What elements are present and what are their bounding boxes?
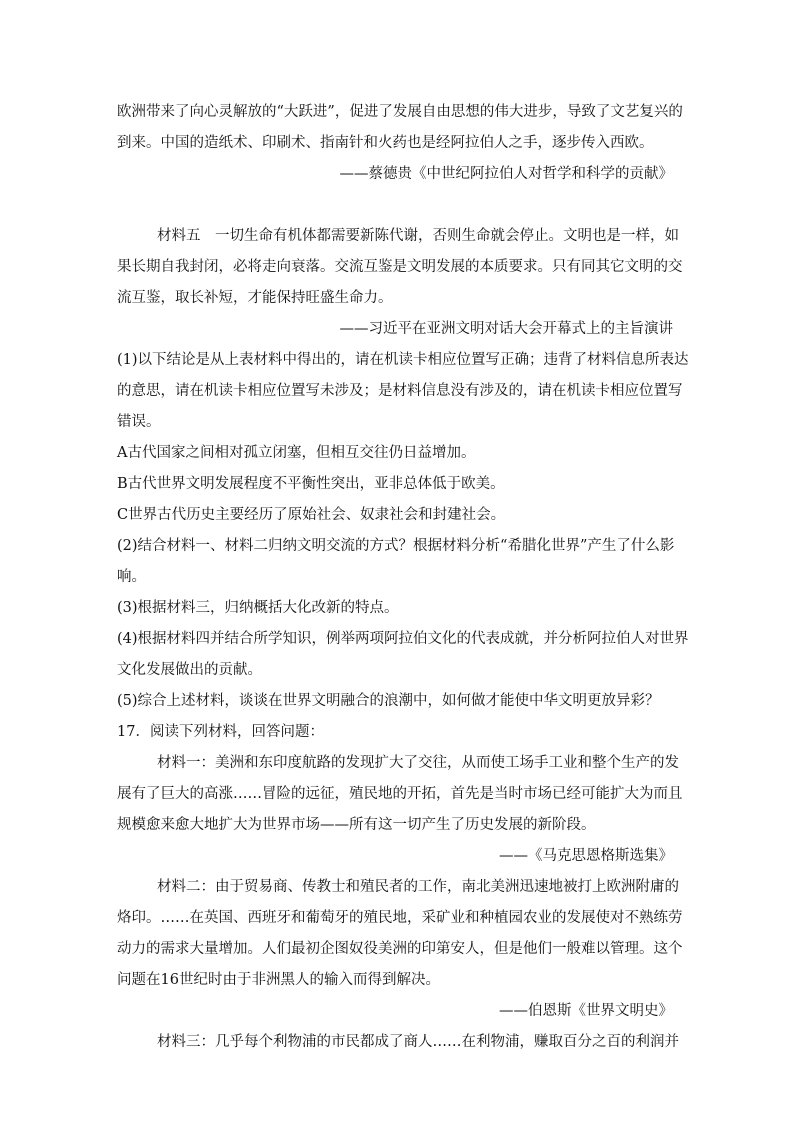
question-line: (5)综合上述材料，谈谈在世界文明融合的浪潮中，如何做才能使中华文明更放异彩？ — [117, 693, 660, 709]
text-line: 烙印。……在英国、西班牙和葡萄牙的殖民地，采矿业和种植园农业的发展使对不熟练劳 — [117, 910, 683, 926]
text-line: 问题在16世纪时由于非洲黑人的输入而得到解决。 — [117, 972, 440, 988]
option-line: C世界古代历史主要经历了原始社会、奴隶社会和封建社会。 — [117, 507, 506, 523]
text-line: 欧洲带来了向心灵解放的“大跃进”，促进了发展自由思想的伟大进步，导致了文艺复兴的 — [117, 104, 683, 120]
citation-line: ——蔡德贵《中世纪阿拉伯人对哲学和科学的贡献》 — [339, 166, 673, 182]
citation-line: ——习近平在亚洲文明对话大会开幕式上的主旨演讲 — [339, 321, 673, 337]
question-line: 文化发展做出的贡献。 — [117, 662, 262, 678]
question-heading: 17．阅读下列材料，回答问题： — [117, 724, 324, 740]
question-line: 响。 — [117, 569, 146, 585]
option-line: B古代世界文明发展程度不平衡性突出，亚非总体低于欧美。 — [117, 476, 505, 492]
text-line: 到来。中国的造纸术、印刷术、指南针和火药也是经阿拉伯人之手，逐步传入西欧。 — [117, 135, 654, 151]
text-line: 材料二：由于贸易商、传教士和殖民者的工作，南北美洲迅速地被打上欧洲附庸的 — [157, 879, 679, 895]
question-line: 的意思，请在机读卡相应位置写未涉及；是材料信息没有涉及的，请在机读卡相应位置写 — [117, 383, 683, 399]
question-line: (2)结合材料一、材料二归纳文明交流的方式？根据材料分析“希腊化世界”产生了什么影 — [117, 538, 675, 554]
text-line: 流互鉴，取长补短，才能保持旺盛生命力。 — [117, 290, 393, 306]
question-line: 错误。 — [117, 414, 161, 430]
question-line: (3)根据材料三，归纳概括大化改新的特点。 — [117, 600, 399, 616]
text-line: 材料五 一切生命有机体都需要新陈代谢，否则生命就会停止。文明也是一样，如 — [157, 228, 679, 244]
text-line: 动力的需求大量增加。人们最初企图奴役美洲的印第安人，但是他们一般难以管理。这个 — [117, 941, 683, 957]
question-line: (1)以下结论是从上表材料中得出的，请在机读卡相应位置写正确；违背了材料信息所表达 — [117, 352, 689, 368]
text-line: 材料三：几乎每个利物浦的市民都成了商人……在利物浦，赚取百分之百的利润并 — [157, 1034, 679, 1050]
text-line: 展有了巨大的高涨……冒险的远征，殖民地的开拓，首先是当时市场已经可能扩大为而且 — [117, 786, 683, 802]
text-line: 规模愈来愈大地扩大为世界市场——所有这一切产生了历史发展的新阶段。 — [117, 817, 596, 833]
option-line: A古代国家之间相对孤立闭塞，但相互交往仍日益增加。 — [117, 445, 476, 461]
text-line: 果长期自我封闭，必将走向衰落。交流互鉴是文明发展的本质要求。只有同其它文明的交 — [117, 259, 683, 275]
question-line: (4)根据材料四并结合所学知识，例举两项阿拉伯文化的代表成就，并分析阿拉伯人对世界 — [117, 631, 689, 647]
citation-line: ——伯恩斯《世界文明史》 — [499, 1003, 673, 1019]
citation-line: ——《马克思恩格斯选集》 — [499, 848, 673, 864]
text-line: 材料一：美洲和东印度航路的发现扩大了交往，从而使工场手工业和整个生产的发 — [157, 755, 679, 771]
